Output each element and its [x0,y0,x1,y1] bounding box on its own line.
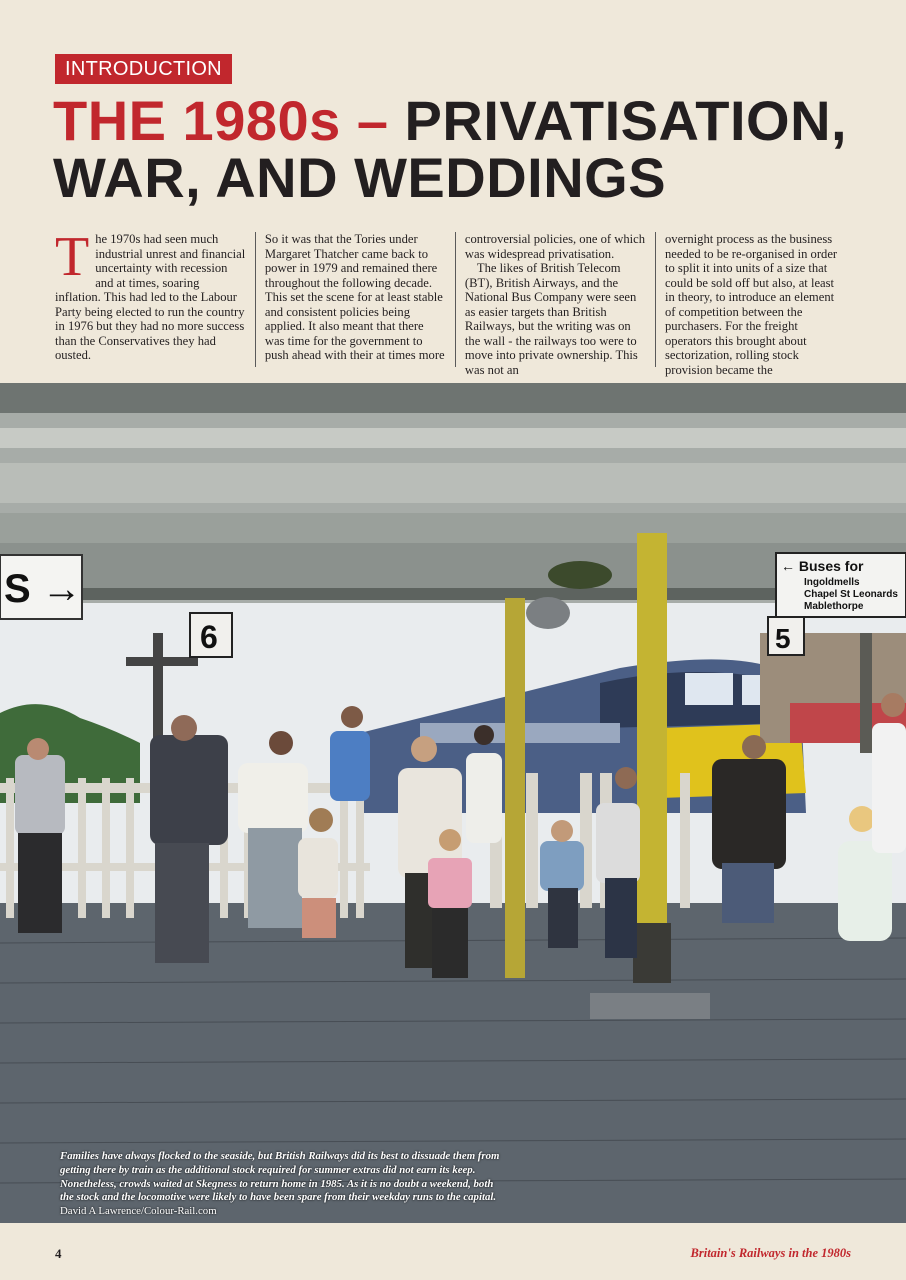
photo-credit: David A Lawrence/Colour-Rail.com [60,1205,217,1218]
article-column-2 [255,232,455,367]
article-column-1 [55,226,255,367]
column-3-paragraph-1: controversial policies, one of which was widespread privatisation. [464,232,646,261]
title-red-part: THE 1980s – [53,89,389,152]
bus-sign-line-1: Ingoldmells [804,577,860,588]
platform-5-sign: 5 [775,623,791,654]
bus-sign-line-2: Chapel St Leonards [804,589,898,600]
bus-sign-line-3: Mablethorpe [804,601,864,612]
caption-text: Families have always flocked to the seaside, but British Railways did its best to dissuade them from getting there by train as the additional stock required for summer extras did not earn its keep. Nonetheless, crowds waited at Skegness to return home in 1985. As it is no doubt a weekend, both the stock and the locomotive were likely to have been spare from their weekday runs to the capital. [60,1150,500,1204]
column-2-text: So it was that the Tories under Margaret Thatcher came back to power in 1979 and remained there throughout the following decade. This set the scene for at least stable and consistent policies being applied. It also meant that there was time for the government to push ahead with their at times more [264,232,445,362]
bus-sign-title: ← Buses for [781,558,864,574]
column-3-paragraph-2: The likes of British Telecom (BT), British Airways, and the National Bus Company were seen as easier targets than British Railways, but the writing was on the wall - the railways too were to move into private ownership. This was not an [464,261,638,377]
column-4-text: overnight process as the business needed to be re-organised in order to split it into units of a size that could be sold off but also, at least in theory, to introduce an element of competition between the purchasers. For the freight operators this brought about sectorization, rolling stock provision became the [664,232,838,377]
section-tag: INTRODUCTION [55,54,232,84]
title-dark-part: PRIVATISATION, WAR, AND WEDDINGS [53,89,848,209]
direction-sign-text: S → [4,567,82,611]
article-column-3 [455,232,655,377]
page-footer [0,1236,906,1270]
column-1-text: he 1970s had seen much industrial unrest and financial uncertainty with recession and at times, soaring inflation. This had led to the Labour Party being elected to run the country in 1976 but they had no more success than the Conservatives they had ousted. [55,232,246,362]
article-column-4 [655,232,855,377]
page-title [53,89,883,209]
station-photo [0,383,906,1223]
photo-caption [60,1150,500,1219]
platform-6-sign: 6 [200,619,218,655]
publication-title: Britain's Railways in the 1980s [690,1246,851,1260]
drop-cap: T [55,226,90,288]
page-number: 4 [55,1246,62,1261]
article-body [55,226,855,377]
